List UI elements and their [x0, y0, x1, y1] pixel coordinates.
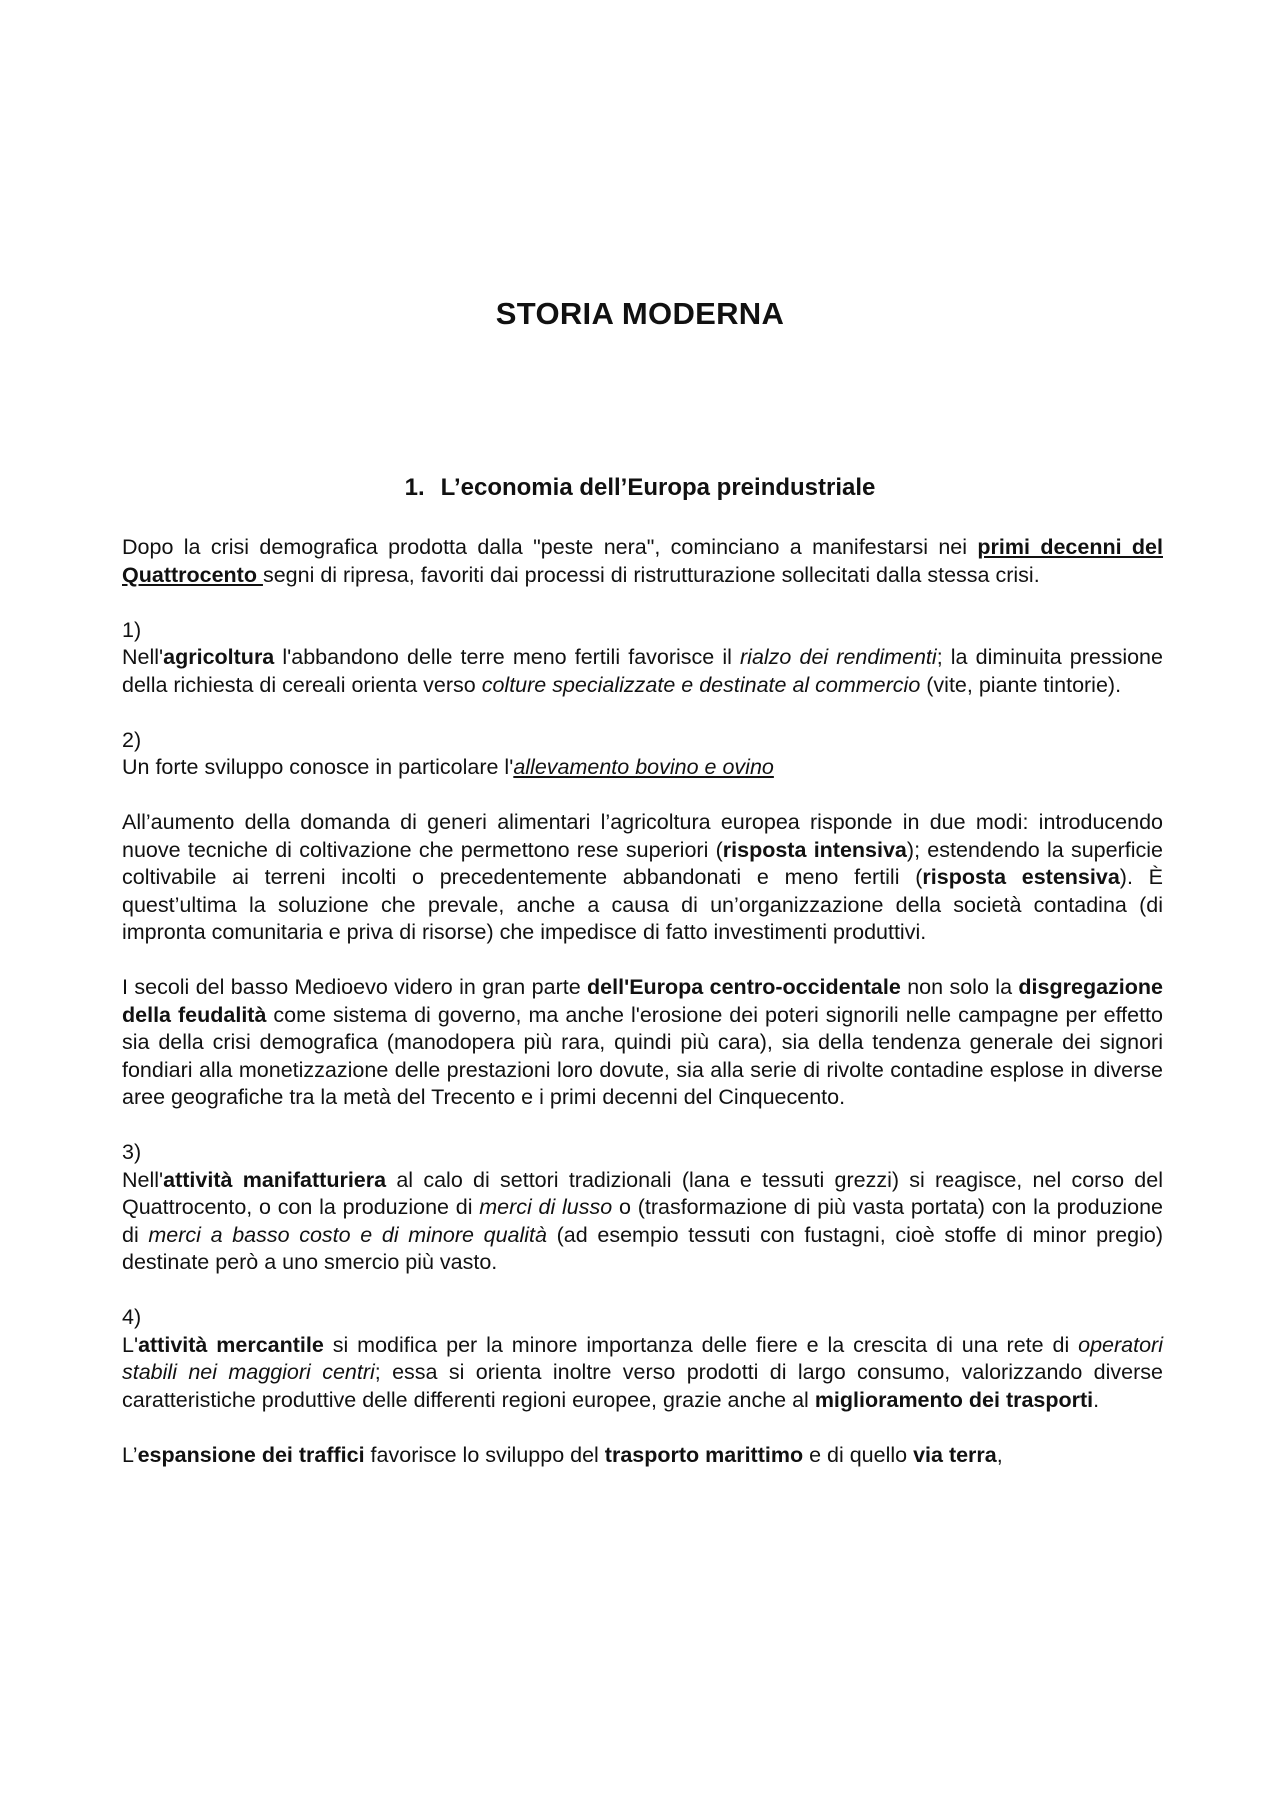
- text-run: (vite, piante tintorie).: [920, 672, 1122, 697]
- paragraph-intro: [122, 534, 1163, 589]
- text-run: Dopo la crisi demografica prodotta dalla "peste nera", cominciano a manifestarsi nei: [122, 535, 978, 559]
- emphasis-italic-underline: allevamento bovino e ovino: [513, 755, 774, 779]
- text-run: ; la diminuita pressione della richiesta di cereali orienta verso: [122, 645, 1163, 697]
- emphasis-italic: colture specializzate e destinate al commercio: [481, 672, 921, 697]
- paragraph-manifatturiera: [122, 1167, 1163, 1277]
- text-run: l'abbandono delle terre meno fertili favorisce il: [274, 645, 741, 669]
- text-run: Nell': [122, 1167, 164, 1192]
- paragraph-agricoltura: [122, 644, 1163, 699]
- text-run: L’: [122, 1442, 138, 1467]
- text-run: ). È quest’ultima la soluzione che prevale, anche a causa di un’organizzazione della società contadina (di impronta comunitaria e priva di risorse) che impedisce di fatto investimenti produttivi.: [122, 865, 1163, 944]
- text-run: ,: [996, 1442, 1003, 1467]
- text-run: I secoli del basso Medioevo videro in gran parte: [122, 975, 588, 999]
- emphasis-bold: attività mercantile: [138, 1332, 324, 1357]
- text-run: All’aumento della domanda di generi alimentari l’agricoltura europea risponde in due modi: introducendo nuove tecniche di coltivazione che permettono rese superiori (: [122, 810, 1163, 862]
- text-run: Nell': [122, 645, 164, 669]
- emphasis-bold: espansione dei traffici: [137, 1442, 365, 1467]
- emphasis-bold: disgregazione della feudalità: [122, 975, 1163, 1027]
- emphasis-bold: agricoltura: [163, 645, 275, 669]
- section-heading: [0, 474, 1280, 502]
- emphasis-bold: risposta intensiva: [722, 837, 907, 862]
- text-run: si modifica per la minore importanza delle fiere e la crescita di una rete di: [323, 1332, 1079, 1357]
- text-run: come sistema di governo, ma anche l'erosione dei poteri signorili nelle campagne per effetto sia della crisi demografica (manodopera più rara, quindi più cara), sia della tendenza generale dei signori fondiari alla monetizzazione delle prestazioni loro dovute, sia alla serie di rivolte contadine esplose in diverse aree geografiche tra la metà del Trecento e i primi decenni del Cinquecento.: [122, 1002, 1163, 1109]
- emphasis-bold: via terra: [913, 1442, 997, 1467]
- section-number: 1.: [404, 474, 425, 501]
- text-run: (ad esempio tessuti con fustagni, cioè stoffe di minor pregio) destinate però a uno smercio più vasto.: [122, 1222, 1163, 1274]
- text-run: ); estendendo la superficie coltivabile ai terreni incolti o precedentemente abbandonati e meno fertili (: [122, 837, 1163, 889]
- paragraph-domanda: [122, 809, 1163, 947]
- text-run: segni di ripresa, favoriti dai processi di ristrutturazione sollecitati dalla stessa crisi.: [262, 562, 1040, 587]
- text-run: Un forte sviluppo conosce in particolare l': [122, 755, 514, 779]
- text-run: non solo la: [900, 975, 1019, 999]
- emphasis-bold: trasporto marittimo: [604, 1442, 804, 1467]
- paragraph-mercantile: [122, 1332, 1163, 1415]
- paragraph-traffici: [122, 1442, 1163, 1470]
- text-run: ; essa si orienta inoltre verso prodotti di largo consumo, valorizzando diverse caratteristiche produttive delle differenti regioni europee, grazie anche al: [122, 1360, 1163, 1412]
- emphasis-bold: risposta estensiva: [922, 865, 1120, 889]
- text-run: e di quello: [803, 1442, 914, 1467]
- document-body: [122, 534, 1163, 1469]
- list-marker-4: 4): [122, 1305, 142, 1329]
- text-run: favorisce lo sviluppo del: [364, 1442, 605, 1467]
- paragraph-allevamento: [122, 754, 1163, 782]
- paragraph-medioevo: [122, 974, 1163, 1112]
- text-run: .: [1093, 1387, 1100, 1412]
- emphasis-italic: operatori stabili nei maggiori centri: [122, 1332, 1163, 1384]
- list-marker-3: 3): [122, 1140, 142, 1164]
- emphasis-italic: rialzo dei rendimenti: [740, 645, 937, 669]
- list-marker-2: 2): [122, 727, 142, 752]
- text-run: al calo di settori tradizionali (lana e tessuti grezzi) si reagisce, nel corso del Quattrocento, o con la produzione di: [122, 1167, 1163, 1219]
- emphasis-bold-underline: primi decenni del Quattrocento: [122, 535, 1163, 587]
- section-title: L’economia dell’Europa preindustriale: [440, 474, 876, 501]
- list-marker-1: 1): [122, 617, 142, 642]
- emphasis-italic: merci di lusso: [479, 1195, 613, 1219]
- emphasis-bold: miglioramento dei trasporti: [814, 1387, 1094, 1412]
- emphasis-bold: dell'Europa centro-occidentale: [587, 975, 901, 999]
- text-run: L': [122, 1332, 139, 1357]
- document-title: STORIA MODERNA: [495, 296, 785, 331]
- text-run: o (trasformazione di più vasta portata) con la produzione di: [122, 1195, 1163, 1247]
- emphasis-italic: merci a basso costo e di minore qualità: [148, 1222, 547, 1247]
- emphasis-bold: attività manifatturiera: [163, 1167, 387, 1192]
